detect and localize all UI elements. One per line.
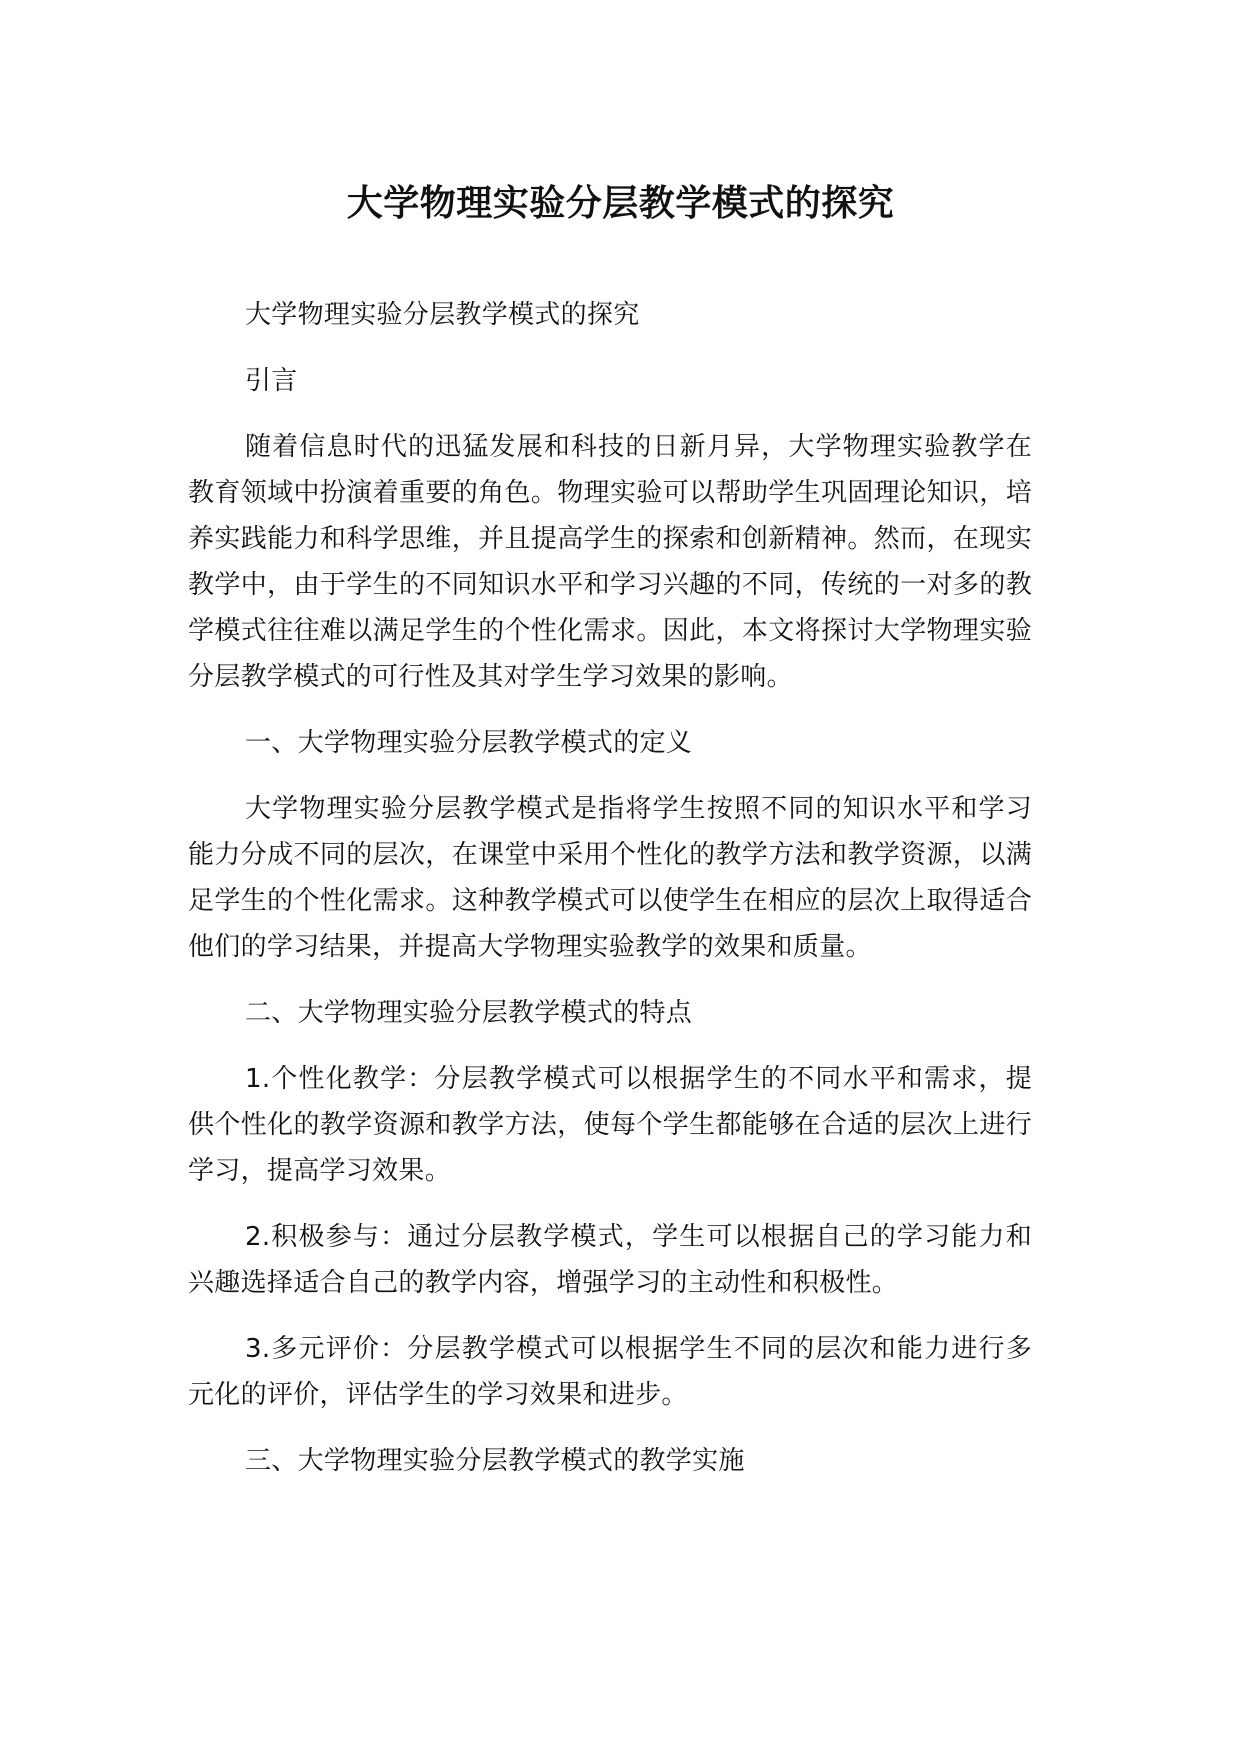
paragraph-feature-2: 2.积极参与：通过分层教学模式，学生可以根据自己的学习能力和兴趣选择适合自己的教学内容，增强学习的主动性和积极性。 bbox=[188, 1222, 1032, 1298]
document-body bbox=[188, 292, 1032, 1504]
section-heading-features: 二、大学物理实验分层教学模式的特点 bbox=[245, 998, 693, 1028]
paragraph-introduction-heading: 引言 bbox=[245, 366, 298, 396]
section-heading-implementation: 三、大学物理实验分层教学模式的教学实施 bbox=[245, 1446, 745, 1476]
paragraph-subtitle: 大学物理实验分层教学模式的探究 bbox=[245, 300, 640, 330]
document-title: 大学物理实验分层教学模式的探究 bbox=[346, 183, 895, 224]
paragraph-feature-3: 3.多元评价：分层教学模式可以根据学生不同的层次和能力进行多元化的评价，评估学生的学习效果和进步。 bbox=[188, 1334, 1032, 1410]
paragraph-definition: 大学物理实验分层教学模式是指将学生按照不同的知识水平和学习能力分成不同的层次，在课堂中采用个性化的教学方法和教学资源，以满足学生的个性化需求。这种教学模式可以使学生在相应的层次上取得适合他们的学习结果，并提高大学物理实验教学的效果和质量。 bbox=[188, 794, 1032, 962]
section-heading-definition: 一、大学物理实验分层教学模式的定义 bbox=[245, 728, 693, 758]
paragraph-introduction: 随着信息时代的迅猛发展和科技的日新月异，大学物理实验教学在教育领域中扮演着重要的角色。物理实验可以帮助学生巩固理论知识，培养实践能力和科学思维，并且提高学生的探索和创新精神。然而，在现实教学中，由于学生的不同知识水平和学习兴趣的不同，传统的一对多的教学模式往往难以满足学生的个性化需求。因此，本文将探讨大学物理实验分层教学模式的可行性及其对学生学习效果的影响。 bbox=[188, 432, 1032, 692]
paragraph-feature-1: 1.个性化教学：分层教学模式可以根据学生的不同水平和需求，提供个性化的教学资源和教学方法，使每个学生都能够在合适的层次上进行学习，提高学习效果。 bbox=[188, 1064, 1032, 1186]
